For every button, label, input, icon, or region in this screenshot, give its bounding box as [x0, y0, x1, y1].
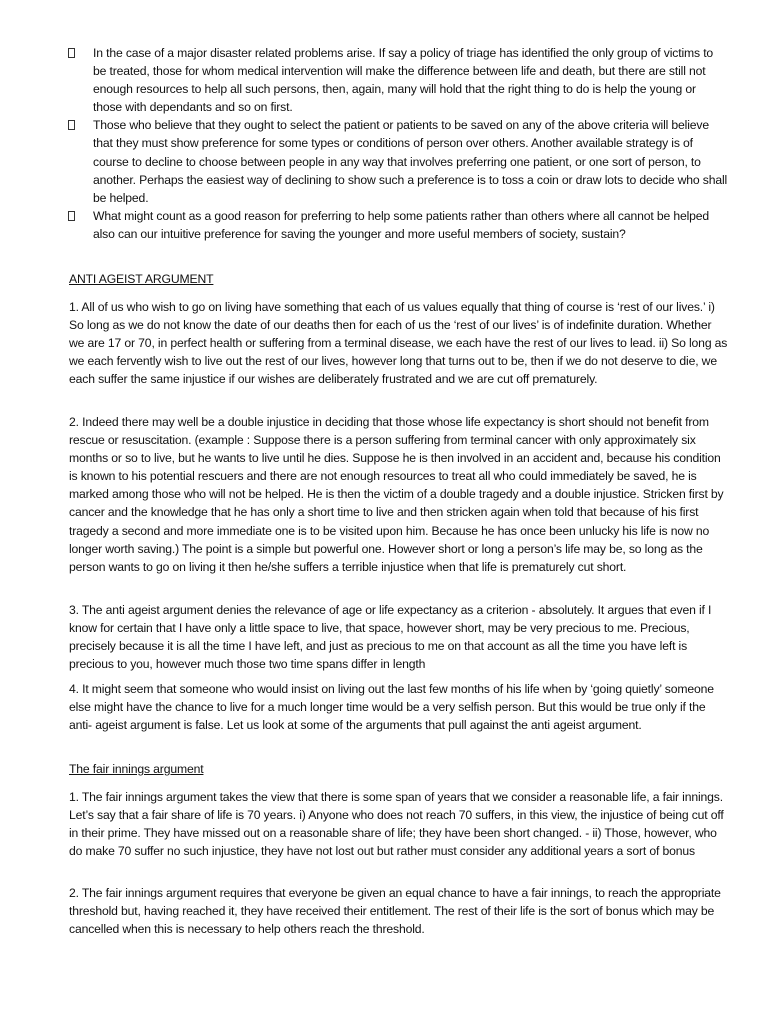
bullet-glyph-icon	[68, 120, 75, 130]
paragraph: 4. It might seem that someone who would insist on living out the last few months of his life when by ‘going quietly’ someone else might have the chance to live for a much longer time would be a very selfish person. But this would be true only if the anti- ageist argument is false. Let us look at some of the arguments that pull against the anti ageist argument.	[69, 682, 714, 733]
bullet-glyph-icon	[68, 211, 75, 221]
paragraph: 1. The fair innings argument takes the view that there is some span of years that we consider a reasonable life, a fair innings. Let’s say that a fair share of life is 70 years. i) Anyone who does not reach 70 suffers, in this view, the injustice of being cut off in their prime. They have missed out on a reasonable share of life; they have been short changed. - ii) Those, however, who do make 70 suffer no such injustice, they have not lost out but rather must consider any additional years a sort of bonus	[69, 790, 724, 859]
list-item-text: Those who believe that they ought to select the patient or patients to be saved on any of the above criteria will believe that they must show preference for some types or conditions of person over others. Another available strategy is of course to decline to choose between people in any way that involves preferring one patient, or one sort of person, to another. Perhaps the easiest way of declining to show such a preference is to toss a coin or draw lots to decide who shall be helped.	[93, 118, 728, 205]
paragraph: 2. Indeed there may well be a double injustice in deciding that those whose life expectancy is short should not benefit from rescue or resuscitation. (example : Suppose there is a person suffering from terminal cancer with only approximately six months or so to live, but he wants to live until he dies. Suppose he is then involved in an accident and, because his condition is known to his potential rescuers and there are not enough resources to treat all who could immediately be saved, he is marked among those who will not be helped. He is then the victim of a double tragedy and a double injustice. Stricken first by cancer and the knowledge that he has only a short time to live and then stricken again when told that because of his first tragedy a second and more immediate one is to be visited upon him. Because he has once been unlucky his life is now no longer worth saving.) The point is a simple but powerful one. However short or long a person’s life may be, so long as the person wants to go on living it then he/she suffers a terrible injustice when that life is prematurely cut short.	[69, 415, 724, 574]
list-item	[68, 116, 728, 206]
list-item-text: In the case of a major disaster related problems arise. If say a policy of triage has identified the only group of victims to be treated, those for whom medical intervention will make the difference between life and death, but there are still not enough resources to help all such persons, then, again, many will hold that the right thing to do is help the young or those with dependants and so on first.	[93, 46, 714, 115]
paragraph: 2. The fair innings argument requires that everyone be given an equal chance to have a fair innings, to reach the appropriate threshold but, having reached it, they have received their entitlement. The rest of their life is the sort of bonus which may be cancelled when this is necessary to help others reach the threshold.	[69, 886, 721, 937]
list-item	[68, 44, 728, 116]
fair-innings-heading: The fair innings argument	[69, 762, 204, 776]
paragraph: 1. All of us who wish to go on living have something that each of us values equally that thing of course is ‘rest of our lives.’ i) So long as we do not know the date of our deaths then for each of us the ‘rest of our lives’ is of indefinite duration. Whether we are 17 or 70, in perfect health or suffering from a terminal disease, we each have the rest of our lives to lead. ii) So long as we each fervently wish to live out the rest of our lives, however long that turns out to be, then if we do not deserve to die, we each suffer the same injustice if our wishes are deliberately frustrated and we are cut off prematurely.	[69, 300, 728, 387]
bullet-list	[68, 44, 728, 243]
anti-ageist-heading: ANTI AGEIST ARGUMENT	[69, 272, 214, 286]
list-item	[68, 207, 728, 243]
bullet-glyph-icon	[68, 48, 75, 58]
paragraph: 3. The anti ageist argument denies the relevance of age or life expectancy as a criterion - absolutely. It argues that even if I know for certain that I have only a little space to live, that space, however short, may be very precious to me. Precious, precisely because it is all the time I have left, and just as precious to me on that account as all the time you have left is precious to you, however much those two time spans differ in length	[69, 603, 712, 672]
list-item-text: What might count as a good reason for preferring to help some patients rather than others where all cannot be helped also can our intuitive preference for saving the younger and more useful members of society, sustain?	[93, 208, 710, 241]
